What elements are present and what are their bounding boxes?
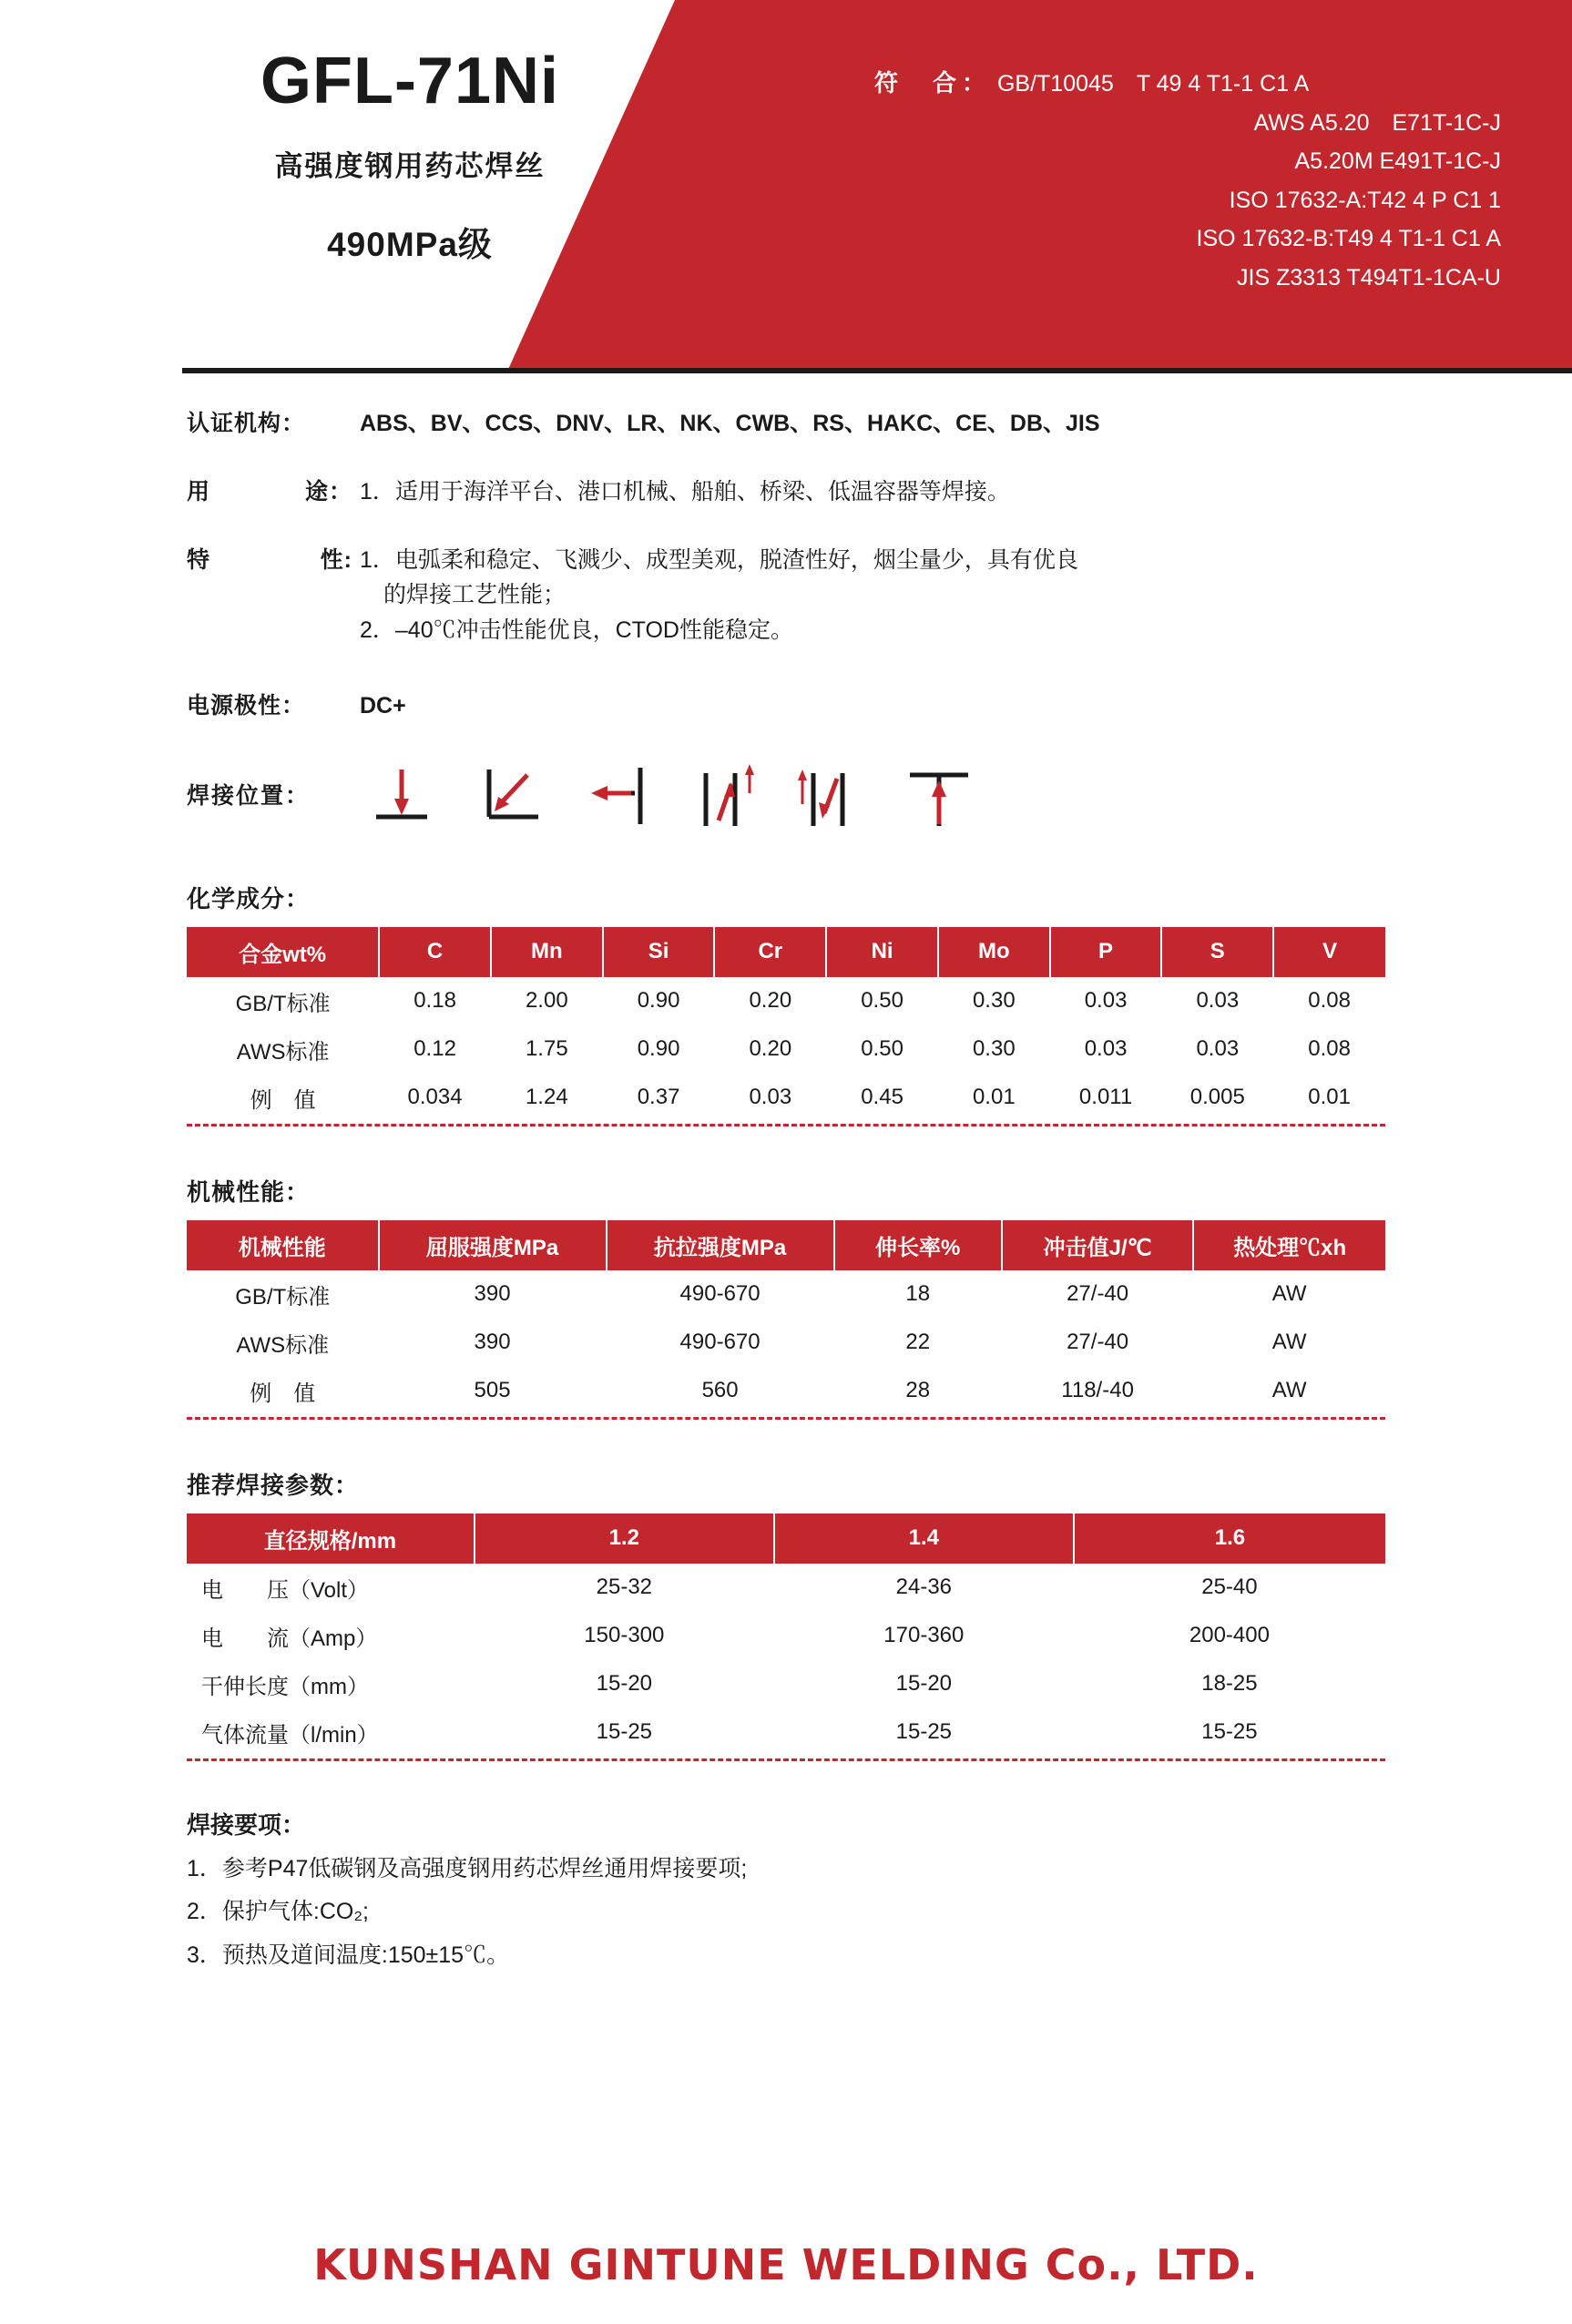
chem-r0-c7: 0.03 [1084,988,1128,1013]
table-header-row [187,1220,1385,1270]
chem-col-5: Ni [826,927,938,977]
params-r0-c2: 24-36 [895,1575,953,1599]
chem-r1-c2: 1.75 [525,1036,568,1061]
vertical-up-icon [682,760,766,833]
table-row [187,1074,1385,1122]
chem-r2-c9: 0.01 [1308,1085,1351,1109]
chem-r1-c8: 0.03 [1196,1036,1240,1061]
mech-r0-c3: 18 [905,1281,931,1306]
mech-r1-c3: 22 [905,1330,931,1354]
features-row [187,543,1385,648]
mech-r0-c2: 490-670 [679,1281,760,1306]
mech-r1-c5: AW [1271,1330,1307,1354]
standards-label: 符 合： [874,69,992,97]
chem-r1-c0: AWS标准 [236,1039,330,1065]
mech-r2-c4: 118/-40 [1061,1378,1134,1402]
params-r0-c3: 25-40 [1201,1575,1258,1599]
chem-r2-c0: 例 值 [250,1087,316,1113]
mech-r0-c5: AW [1271,1281,1307,1306]
chem-r2-c1: 0.034 [407,1085,463,1109]
params-r0-c0: 电 压（Volt） [201,1577,370,1603]
chem-r0-c6: 0.30 [972,988,1016,1013]
application-label [187,474,360,510]
mech-r1-c2: 490-670 [679,1330,760,1354]
chem-r1-c4: 0.20 [749,1036,792,1061]
mech-r2-c2: 560 [701,1378,739,1402]
chem-r2-c7: 0.011 [1078,1085,1133,1109]
chem-r0-c2: 2.00 [525,988,568,1013]
mech-r0-c0: GB/T标准 [235,1284,331,1310]
standard-item-3: ISO 17632-A:T42 4 P C1 1 [1229,187,1501,213]
features-label-b: 性: [320,546,352,573]
standard-item-0: GB/T10045 T 49 4 T1-1 C1 A [996,71,1310,97]
mech-r2-c5: AW [1271,1378,1307,1402]
chem-r0-c9: 0.08 [1308,988,1351,1013]
overhead-position-icon [897,760,981,833]
chem-col-1: C [379,927,491,977]
application-value: 1．适用于海洋平台、港口机械、船舶、桥梁、低温容器等焊接。 [360,478,1010,505]
certification-label: 认证机构： [187,411,306,436]
params-col-2: 1.4 [774,1514,1074,1564]
standards-block [874,64,1512,296]
params-r3-c2: 15-25 [895,1719,953,1744]
mech-r1-c4: 27/-40 [1067,1330,1129,1354]
certification-value: ABS、BV、CCS、DNV、LR、NK、CWB、RS、HAKC、CE、DB、JIS [360,411,1100,436]
features-label [187,543,360,648]
positions-icons [360,760,1385,833]
chem-r0-c0: GB/T标准 [235,991,331,1016]
note-item-2: 3．预热及道间温度:150±15℃。 [187,1942,510,1968]
horizontal-position-icon [575,760,658,833]
chem-r0-c4: 0.20 [749,988,792,1013]
chem-r1-c5: 0.50 [861,1036,903,1061]
chem-r2-c4: 0.03 [749,1085,792,1109]
product-grade: 490MPa级 [327,226,493,264]
page-content [0,406,1572,1976]
params-r1-c3: 200-400 [1189,1623,1270,1647]
mech-r2-c3: 28 [905,1378,931,1402]
params-col-1: 1.2 [475,1514,774,1564]
standard-item-5: JIS Z3313 T494T1-1CA-U [1237,264,1501,290]
product-subtitle: 高强度钢用药芯焊丝 [274,150,546,183]
chem-section-title: 化学成分： [187,884,311,912]
params-r2-c2: 15-20 [895,1671,953,1696]
mechanical-properties-table [187,1220,1385,1415]
features-label-a: 特 [187,546,211,573]
note-item-1: 2．保护气体:CO₂; [187,1899,370,1925]
mech-r1-c0: AWS标准 [236,1332,330,1358]
company-name: KUNSHAN GINTUNE WELDING Co., LTD. [313,2240,1259,2289]
application-label-b: 途： [304,478,352,505]
chem-r0-c3: 0.90 [637,988,680,1013]
feature-line-2: 2．–40℃冲击性能优良，CTOD性能稳定。 [360,617,793,643]
chem-r0-c8: 0.03 [1196,988,1240,1013]
header-divider [182,368,1572,373]
page-header [0,0,1572,373]
note-item-0: 1．参考P47低碳钢及高强度钢用药芯焊丝通用焊接要项; [187,1855,748,1881]
standard-item-2: A5.20M E491T-1C-J [1294,148,1501,174]
params-r0-c1: 25-32 [596,1575,653,1599]
chem-col-0: 合金wt% [187,927,379,977]
chem-col-7: P [1050,927,1162,977]
params-r1-c2: 170-360 [883,1623,965,1647]
mech-col-4: 冲击值J/℃ [1002,1220,1194,1270]
params-r1-c0: 电 流（Amp） [201,1626,378,1651]
mech-r2-c1: 505 [474,1378,511,1402]
chem-r2-c8: 0.005 [1189,1085,1245,1109]
table-row [187,1660,1385,1708]
params-r2-c0: 干伸长度（mm） [201,1674,369,1699]
mech-col-3: 伸长率% [834,1220,1002,1270]
table-row [187,1367,1385,1415]
mech-col-1: 屈服强度MPa [379,1220,607,1270]
table-row [187,1612,1385,1660]
params-r3-c0: 气体流量（l/min） [201,1722,379,1748]
table-row [187,1270,1385,1319]
features-value [360,543,1385,648]
polarity-row [187,688,1385,724]
params-r3-c1: 15-25 [596,1719,653,1744]
notes-list [187,1850,1385,1976]
certification-row [187,406,1385,442]
mech-r2-c0: 例 值 [250,1381,316,1406]
chemical-composition-table [187,927,1385,1122]
mech-col-2: 抗拉强度MPa [607,1220,834,1270]
chem-r1-c6: 0.30 [972,1036,1016,1061]
vertical-down-icon [790,760,873,833]
chem-r1-c1: 0.12 [413,1036,456,1061]
chem-r0-c1: 0.18 [413,988,456,1013]
chem-col-4: Cr [714,927,826,977]
table-row [187,1564,1385,1612]
mech-col-0: 机械性能 [187,1220,379,1270]
chem-r2-c5: 0.45 [861,1085,903,1109]
standard-item-1: AWS A5.20 E71T-1C-J [1253,109,1501,136]
chem-table-bottom-rule [187,1124,1385,1126]
mech-r1-c1: 390 [474,1330,511,1354]
polarity-label: 电源极性： [187,692,306,719]
positions-label: 焊接位置： [187,783,311,810]
chem-r2-c2: 1.24 [525,1085,568,1109]
params-r2-c1: 15-20 [596,1671,653,1696]
params-r3-c3: 15-25 [1201,1719,1258,1744]
table-row [187,1319,1385,1367]
mech-r0-c1: 390 [474,1281,511,1306]
chem-r0-c5: 0.50 [861,988,903,1013]
standard-item-4: ISO 17632-B:T49 4 T1-1 C1 A [1196,226,1501,251]
params-col-0: 直径规格/mm [187,1514,475,1564]
table-row [187,1708,1385,1757]
params-r2-c3: 18-25 [1201,1671,1258,1696]
chem-col-6: Mo [938,927,1050,977]
params-r1-c1: 150-300 [584,1623,665,1647]
positions-row [187,760,1385,833]
notes-title: 焊接要项： [187,1810,306,1839]
flat-position-icon [360,760,444,833]
application-label-a: 用 [187,478,211,505]
polarity-value: DC+ [360,692,406,719]
mech-r0-c4: 27/-40 [1067,1281,1129,1306]
chem-r2-c6: 0.01 [972,1085,1016,1109]
params-table-bottom-rule [187,1758,1385,1761]
page-footer [0,2240,1572,2289]
feature-line-1b: 的焊接工艺性能； [383,582,567,608]
chem-r2-c3: 0.37 [637,1085,680,1109]
params-section-title: 推荐焊接参数： [187,1471,360,1499]
welding-parameters-table [187,1514,1385,1757]
application-row [187,474,1385,510]
product-code: GFL-71Ni [260,45,560,117]
mech-col-5: 热处理℃xh [1193,1220,1385,1270]
chem-col-8: S [1161,927,1273,977]
params-col-3: 1.6 [1074,1514,1385,1564]
mech-table-bottom-rule [187,1417,1385,1420]
chem-r1-c7: 0.03 [1084,1036,1128,1061]
table-header-row [187,927,1385,977]
chem-col-3: Si [603,927,715,977]
chem-col-9: V [1273,927,1385,977]
mech-section-title: 机械性能： [187,1177,311,1206]
product-title-block [0,0,820,266]
horizontal-fillet-icon [467,760,551,833]
chem-r1-c9: 0.08 [1308,1036,1351,1061]
chem-col-2: Mn [491,927,603,977]
feature-line-1: 1．电弧柔和稳定、飞溅少、成型美观，脱渣性好，烟尘量少，具有优良 [360,546,1078,573]
chem-r1-c3: 0.90 [637,1036,680,1061]
table-row [187,1025,1385,1074]
table-header-row [187,1514,1385,1564]
table-row [187,977,1385,1025]
